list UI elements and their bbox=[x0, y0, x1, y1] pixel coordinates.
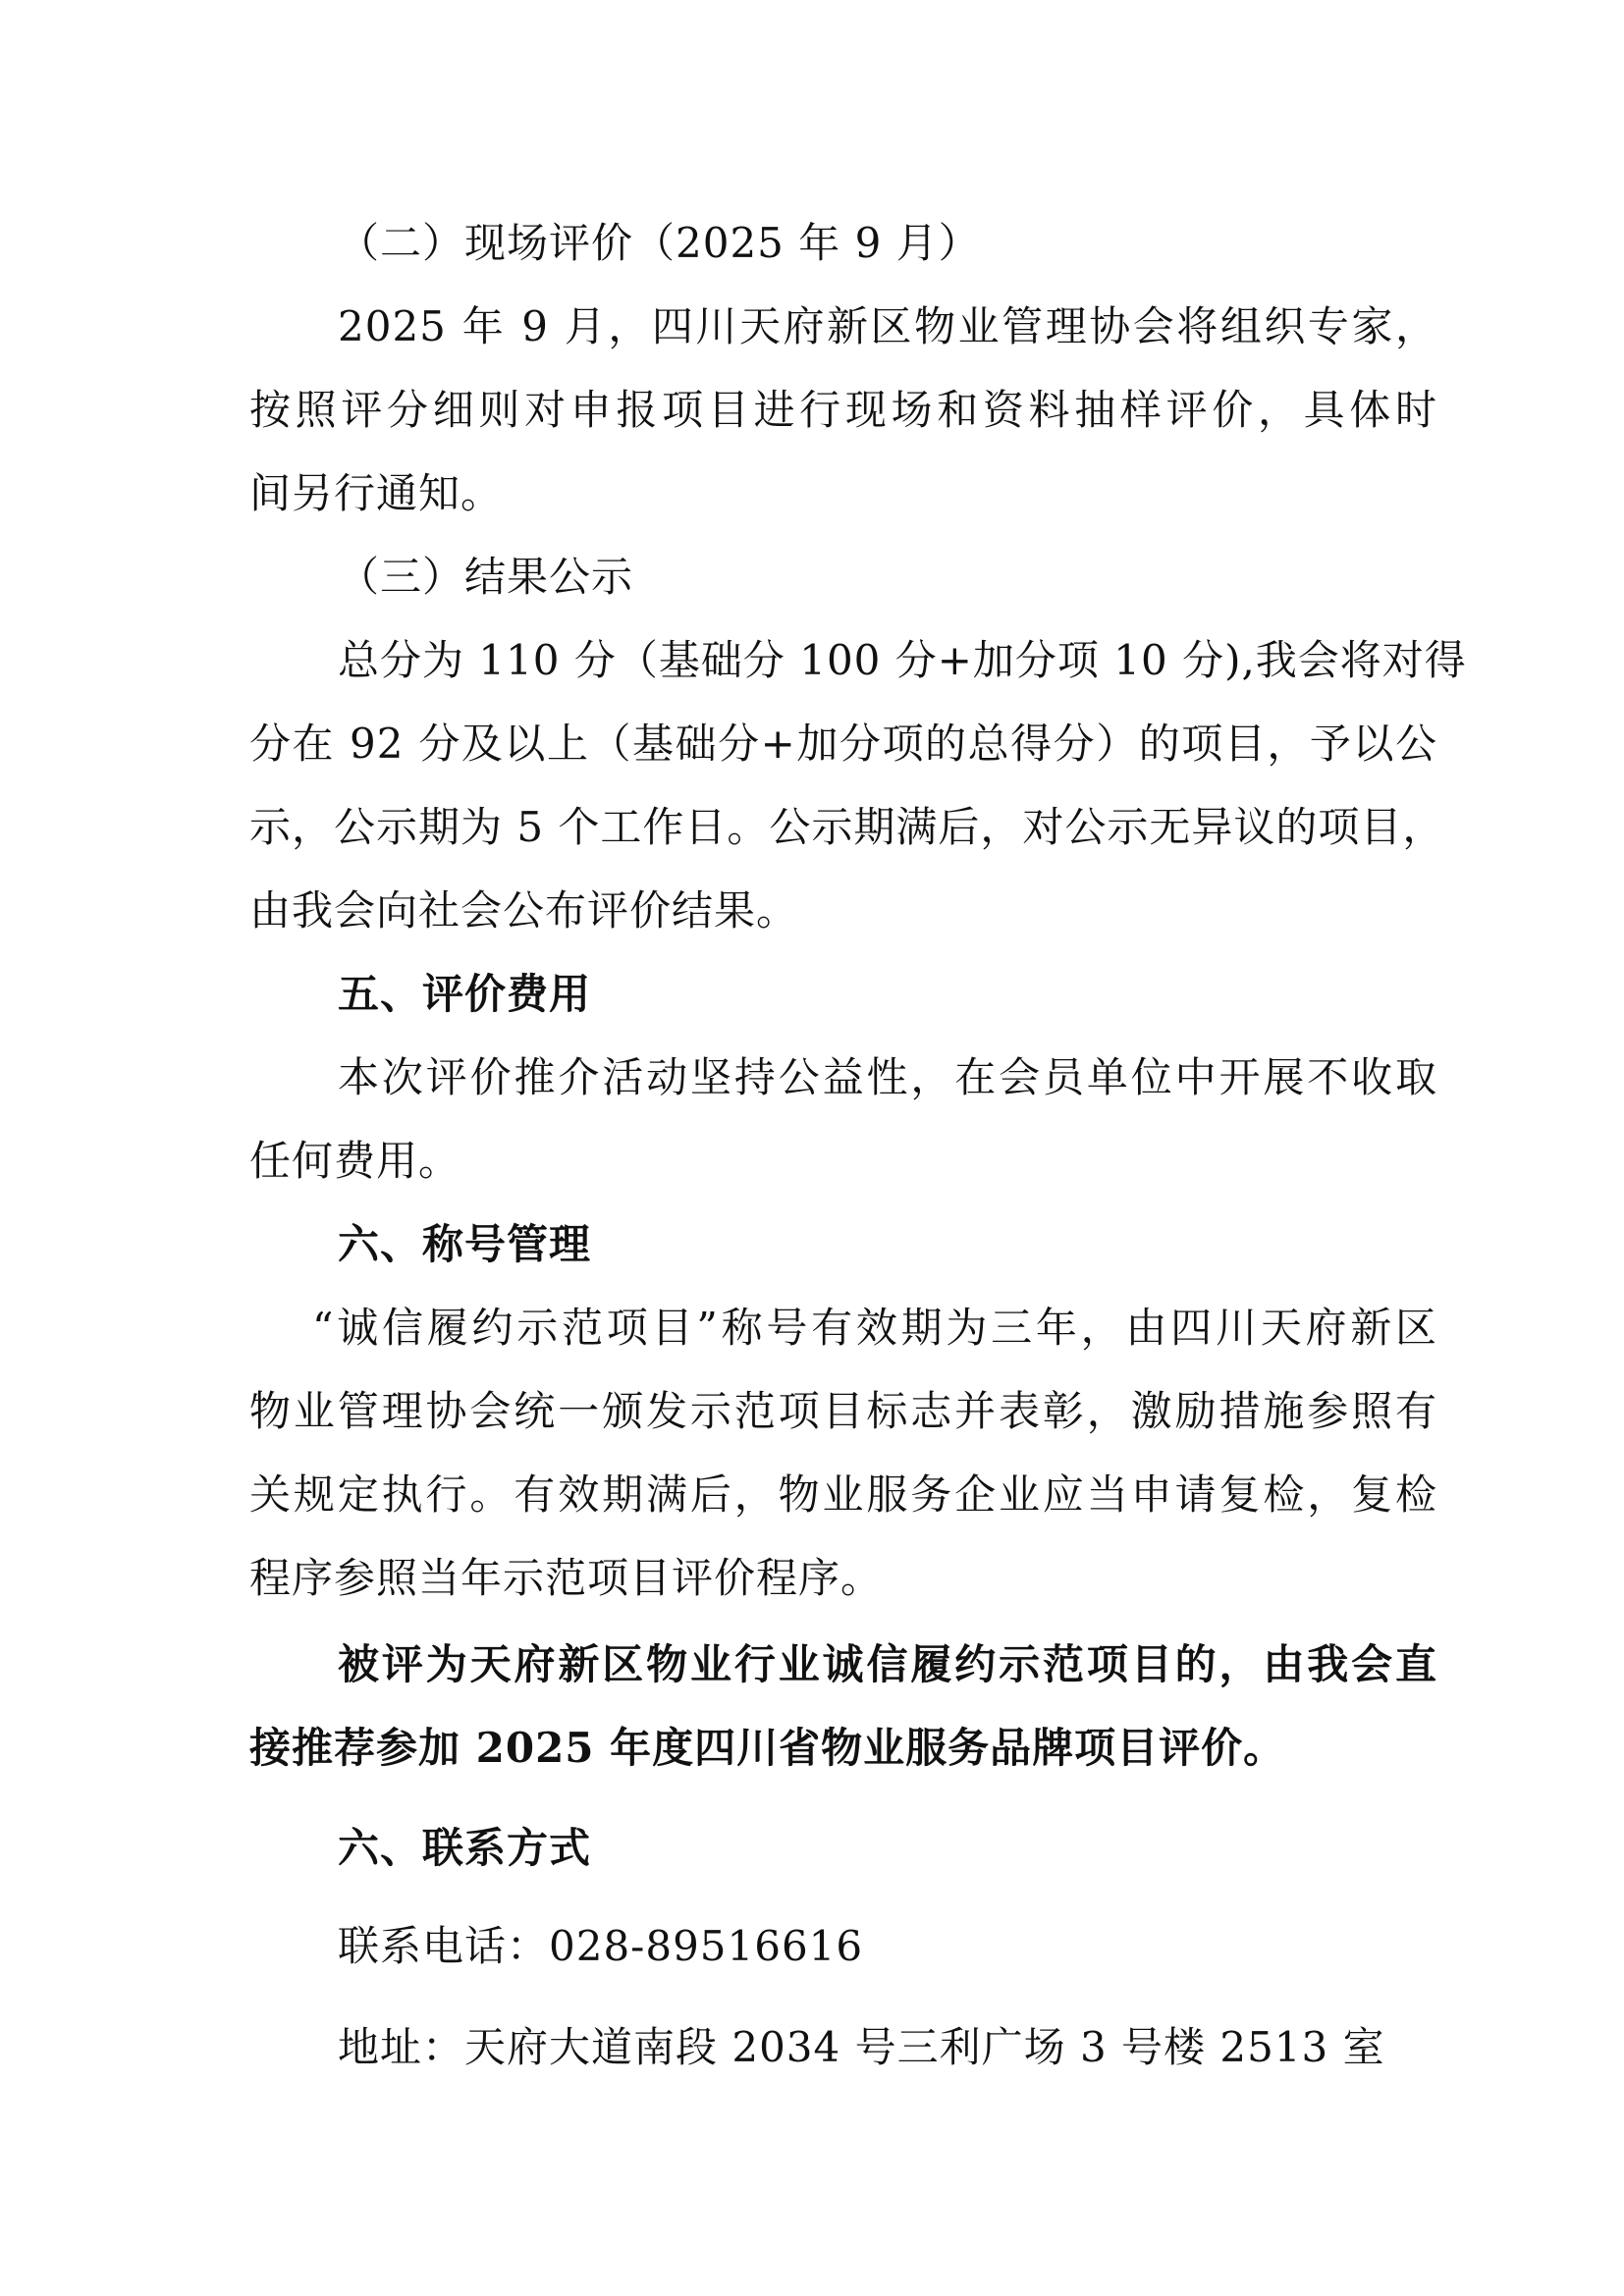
paragraph-line: 总分为 110 分（基础分 100 分+加分项 10 分),我会将对得 bbox=[338, 636, 1467, 684]
paragraph-line: 间另行通知。 bbox=[249, 469, 504, 517]
evaluation-fees-heading: 五、评价费用 bbox=[338, 970, 592, 1018]
contact-phone: 联系电话：028-89516616 bbox=[338, 1922, 864, 1970]
contact-heading: 六、联系方式 bbox=[338, 1824, 592, 1872]
paragraph-line: 程序参照当年示范项目评价程序。 bbox=[249, 1554, 884, 1602]
onsite-evaluation-heading: （二）现场评价（2025 年 9 月） bbox=[338, 219, 981, 267]
contact-address: 地址：天府大道南段 2034 号三利广场 3 号楼 2513 室 bbox=[338, 2023, 1385, 2071]
title-management-heading: 六、称号管理 bbox=[338, 1220, 592, 1268]
paragraph-line: 分在 92 分及以上（基础分+加分项的总得分）的项目，予以公 bbox=[249, 720, 1437, 768]
results-publicity-heading: （三）结果公示 bbox=[338, 553, 634, 601]
paragraph-line: 关规定执行。有效期满后，物业服务企业应当申请复检，复检 bbox=[249, 1470, 1437, 1519]
paragraph-line: 本次评价推介活动坚持公益性，在会员单位中开展不收取 bbox=[338, 1053, 1437, 1101]
paragraph-line: “诚信履约示范项目”称号有效期为三年，由四川天府新区 bbox=[312, 1304, 1437, 1352]
paragraph-line: 按照评分细则对申报项目进行现场和资料抽样评价，具体时 bbox=[249, 386, 1437, 434]
paragraph-line: 任何费用。 bbox=[249, 1137, 461, 1185]
paragraph-line: 物业管理协会统一颁发示范项目标志并表彰，激励措施参照有 bbox=[249, 1387, 1437, 1435]
paragraph-line: 示，公示期为 5 个工作日。公示期满后，对公示无异议的项目， bbox=[249, 803, 1445, 851]
paragraph-line: 由我会向社会公布评价结果。 bbox=[249, 886, 799, 934]
bold-recommendation-line: 接推荐参加 2025 年度四川省物业服务品牌项目评价。 bbox=[249, 1724, 1286, 1772]
paragraph-line: 2025 年 9 月，四川天府新区物业管理协会将组织专家， bbox=[338, 302, 1437, 350]
bold-recommendation-line: 被评为天府新区物业行业诚信履约示范项目的，由我会直 bbox=[338, 1640, 1437, 1688]
